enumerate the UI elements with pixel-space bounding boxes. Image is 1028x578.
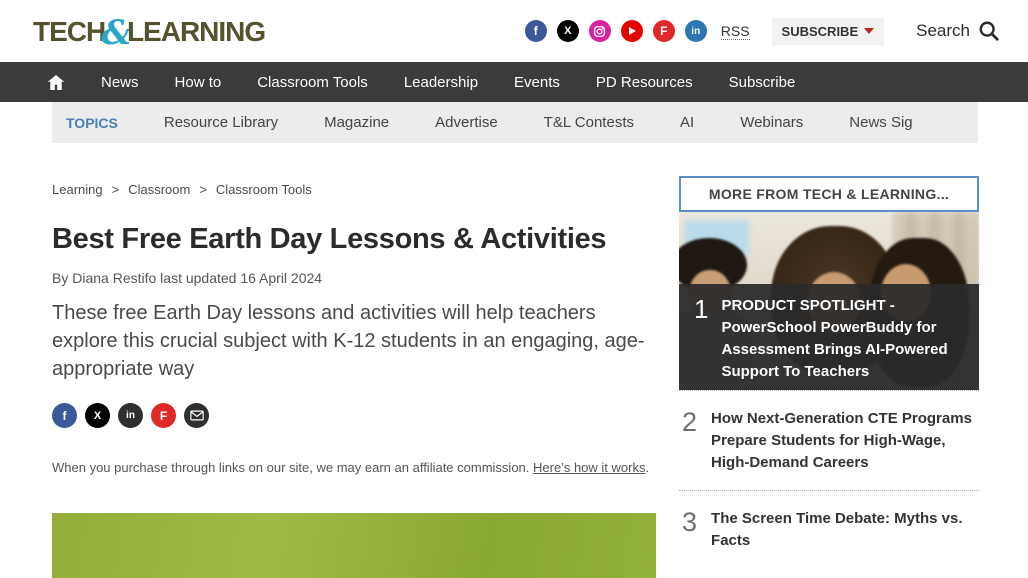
article-column xyxy=(52,143,656,578)
subscribe-label: SUBSCRIBE xyxy=(781,23,859,39)
affiliate-disclosure xyxy=(52,459,652,477)
logo-ampersand: & xyxy=(101,13,131,53)
flipboard-icon[interactable]: F xyxy=(653,20,675,42)
envelope-icon xyxy=(190,410,204,421)
x-twitter-icon[interactable]: X xyxy=(557,20,579,42)
disclosure-link[interactable]: Here’s how it works xyxy=(533,460,646,475)
home-icon xyxy=(47,74,65,91)
byline-updated-label: last updated xyxy=(156,270,241,286)
sidebar-item-title[interactable]: The Screen Time Debate: Myths vs. Facts xyxy=(711,510,963,549)
share-x-icon[interactable]: X xyxy=(85,403,110,428)
author-link[interactable]: Diana Restifo xyxy=(72,270,157,286)
header-actions xyxy=(525,0,1000,62)
sidebar-item-number: 3 xyxy=(682,507,698,537)
main-nav xyxy=(0,62,1028,102)
share-row xyxy=(52,403,656,428)
sidebar-item-title[interactable]: How Next-Generation CTE Programs Prepare Students for High-Wage, High-Demand Careers xyxy=(711,410,972,471)
breadcrumb-separator: > xyxy=(111,182,120,197)
logo-learning: LEARNING xyxy=(126,16,266,47)
breadcrumb-classroom[interactable]: Classroom xyxy=(128,182,191,197)
nav-item-news[interactable]: News xyxy=(101,73,139,91)
subscribe-button[interactable] xyxy=(772,18,885,45)
facebook-icon[interactable]: f xyxy=(525,20,547,42)
breadcrumb-learning[interactable]: Learning xyxy=(52,182,103,197)
article-hero-image xyxy=(52,513,656,578)
topic-resource-library[interactable]: Resource Library xyxy=(163,114,279,131)
disclosure-text: When you purchase through links on our site, we may earn an affiliate commission. xyxy=(52,460,533,475)
sidebar-item-number: 2 xyxy=(682,407,698,437)
search-icon xyxy=(978,20,1000,42)
topics-label[interactable]: TOPICS xyxy=(66,114,118,131)
nav-item-how-to[interactable]: How to xyxy=(174,73,222,91)
search-label: Search xyxy=(916,21,970,40)
youtube-icon[interactable] xyxy=(621,20,643,42)
site-logo[interactable] xyxy=(33,13,265,53)
sidebar-header xyxy=(679,176,979,212)
site-header xyxy=(0,0,1028,62)
share-email-icon[interactable] xyxy=(184,403,209,428)
linkedin-icon[interactable]: in xyxy=(685,20,707,42)
share-flipboard-icon[interactable]: F xyxy=(151,403,176,428)
topic-advertise[interactable]: Advertise xyxy=(435,114,498,131)
breadcrumb-separator: > xyxy=(199,182,207,197)
nav-item-leadership[interactable]: Leadership xyxy=(403,73,479,91)
nav-item-events[interactable]: Events xyxy=(514,73,560,91)
rss-link[interactable]: RSS xyxy=(720,22,750,39)
page-title: Best Free Earth Day Lessons & Activities xyxy=(52,223,607,255)
byline xyxy=(52,270,656,286)
instagram-camera-glyph xyxy=(593,25,606,38)
share-facebook-icon[interactable]: f xyxy=(52,403,77,428)
more-from-sidebar xyxy=(679,176,979,568)
sidebar-item-title[interactable]: PRODUCT SPOTLIGHT - PowerSchool PowerBuddy for Assessment Brings AI-Powered Support To Teachers xyxy=(721,297,948,380)
sidebar-item-1[interactable] xyxy=(679,284,979,390)
sidebar-item-1-image[interactable] xyxy=(679,212,979,390)
share-linkedin-icon[interactable]: in xyxy=(118,403,143,428)
nav-item-subscribe[interactable]: Subscribe xyxy=(728,73,796,91)
topic-webinars[interactable]: Webinars xyxy=(740,114,804,131)
disclosure-period: . xyxy=(645,460,650,475)
nav-item-pd-resources[interactable]: PD Resources xyxy=(595,73,693,91)
breadcrumb xyxy=(52,182,656,197)
home-button[interactable] xyxy=(47,74,65,91)
sidebar-item-3[interactable] xyxy=(679,491,979,568)
byline-date: 16 April 2024 xyxy=(240,270,323,286)
logo-tech: TECH xyxy=(33,16,106,47)
article-standfirst: These free Earth Day lessons and activities will help teachers explore this crucial subject with K-12 students in an engaging, age-appropriate way xyxy=(52,302,645,380)
topic-tl-contests[interactable]: T&L Contests xyxy=(543,114,634,131)
caret-down-icon xyxy=(864,28,874,34)
topics-bar xyxy=(52,102,978,143)
play-icon xyxy=(629,27,636,35)
topic-news-signup[interactable]: News Sig xyxy=(849,114,913,131)
search-button[interactable] xyxy=(916,20,1000,42)
sidebar-item-2[interactable] xyxy=(679,391,979,490)
topic-magazine[interactable]: Magazine xyxy=(324,114,390,131)
sidebar-title: MORE FROM TECH & LEARNING... xyxy=(708,186,950,202)
sidebar-item-number: 1 xyxy=(694,294,709,324)
breadcrumb-classroom-tools[interactable]: Classroom Tools xyxy=(215,182,312,197)
nav-item-classroom-tools[interactable]: Classroom Tools xyxy=(257,73,368,91)
instagram-icon[interactable] xyxy=(589,20,611,42)
topic-ai[interactable]: AI xyxy=(680,114,695,131)
byline-prefix: By xyxy=(52,270,73,286)
